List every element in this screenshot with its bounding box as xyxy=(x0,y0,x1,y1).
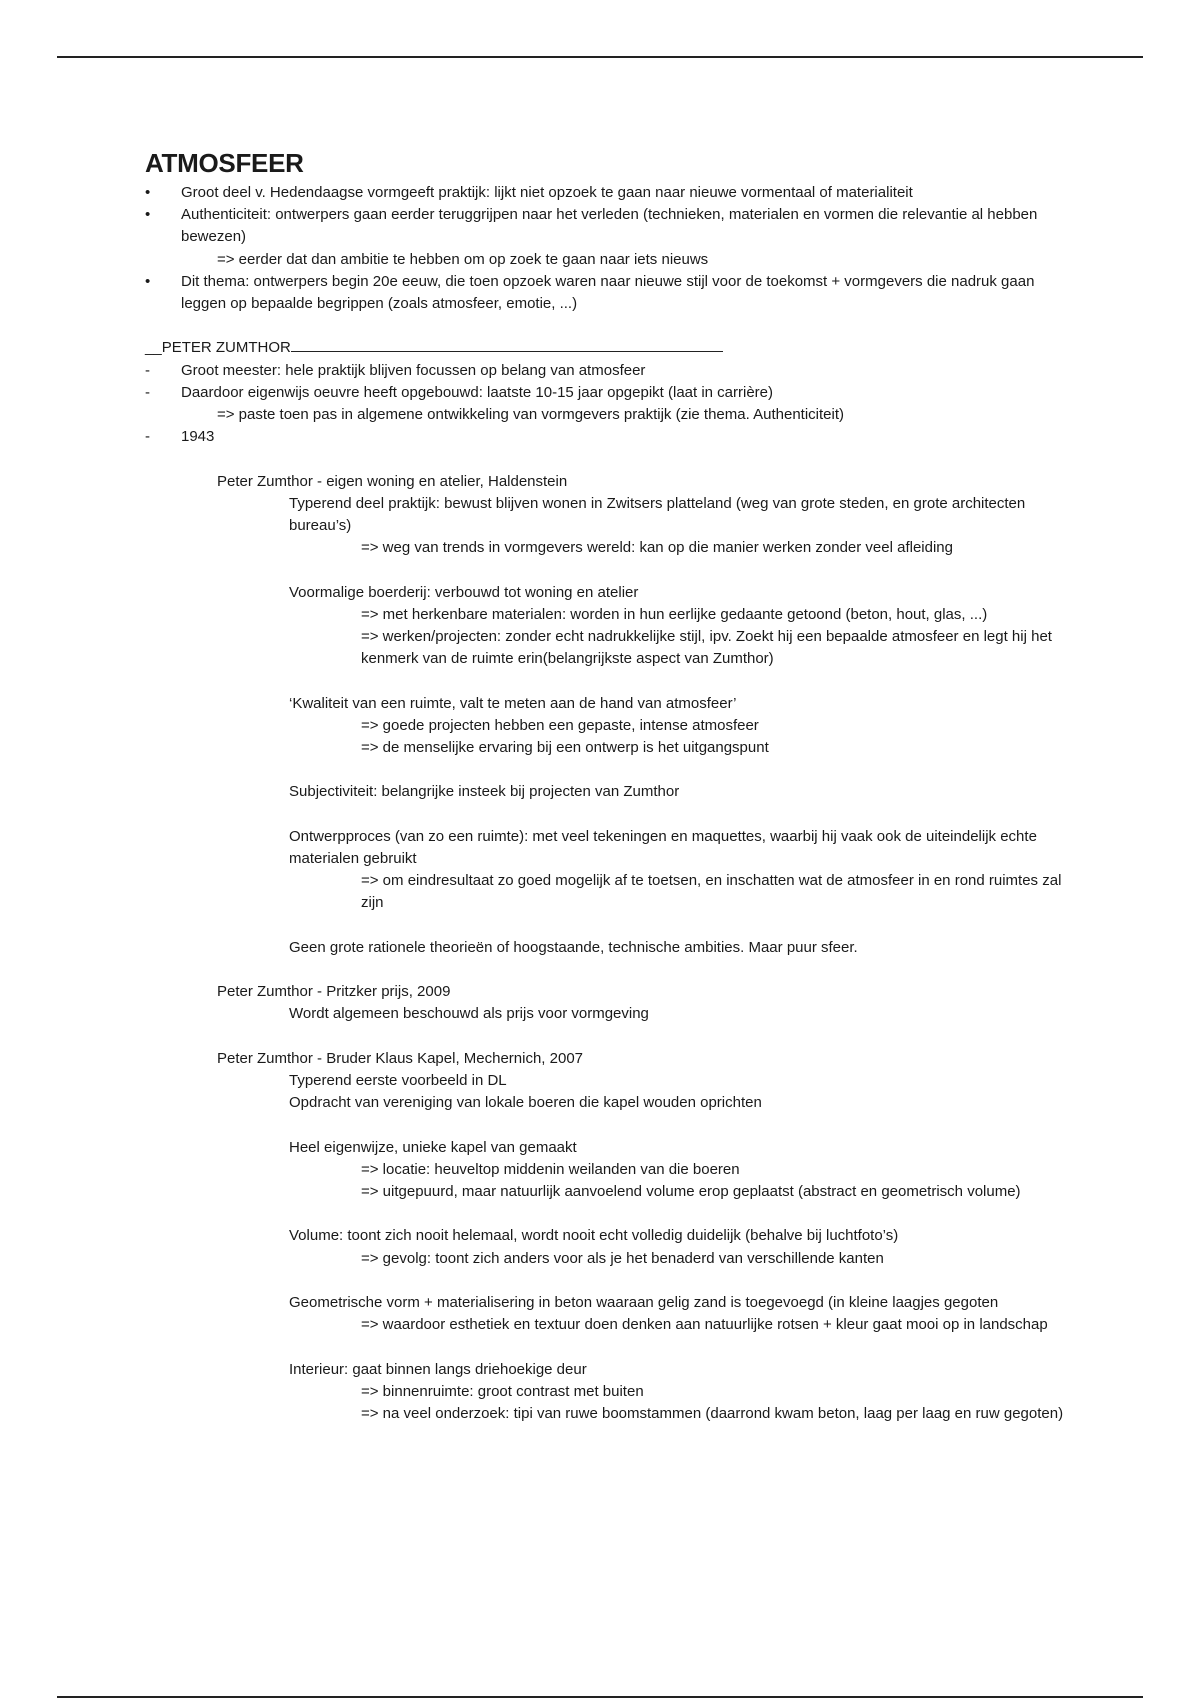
document-body xyxy=(145,148,1065,1425)
bullet: • xyxy=(145,272,151,290)
paragraph: Typerend eerste voorbeeld in DL xyxy=(289,1071,507,1089)
sub-point: => eerder dat dan ambitie te hebben om op zoek te gaan naar iets nieuws xyxy=(217,250,709,268)
paragraph: Opdracht van vereniging van lokale boeren die kapel wouden oprichten xyxy=(289,1094,762,1112)
paragraph: Subjectiviteit: belangrijke insteek bij projecten van Zumthor xyxy=(289,783,680,801)
sub-point: => binnenruimte: groot contrast met buiten xyxy=(361,1382,644,1400)
sub-point: => uitgepuurd, maar natuurlijk aanvoelend volume erop geplaatst (abstract en geometrisch volume) xyxy=(361,1182,1021,1200)
list-item: • Dit thema: ontwerpers begin 20e eeuw, die toen opzoek waren naar nieuwe stijl voor de toekomst + vormgevers die nadruk gaan leggen op bepaalde begrippen (zoals atmosfeer, emotie, ...) xyxy=(145,272,1035,313)
dash: - xyxy=(145,361,150,379)
paragraph: Voormalige boerderij: verbouwd tot woning en atelier xyxy=(289,583,639,601)
quote: ‘Kwaliteit van een ruimte, valt te meten aan de hand van atmosfeer’ xyxy=(289,694,737,712)
work-heading-bruder-klaus: Peter Zumthor - Bruder Klaus Kapel, Mechernich, 2007 xyxy=(217,1049,584,1067)
sub-point: => goede projecten hebben een gepaste, intense atmosfeer xyxy=(361,716,759,734)
section-heading: __PETER ZUMTHOR xyxy=(145,337,1065,359)
sub-point: => waardoor esthetiek en textuur doen denken aan natuurlijke rotsen + kleur gaat mooi op in landschap xyxy=(361,1316,1048,1334)
dash: - xyxy=(145,383,150,401)
sub-point: => om eindresultaat zo goed mogelijk af te toetsen, en inschatten wat de atmosfeer in en rond ruimtes zal zijn xyxy=(361,872,1062,912)
paragraph: Heel eigenwijze, unieke kapel van gemaakt xyxy=(289,1138,577,1156)
sub-point: => met herkenbare materialen: worden in hun eerlijke gedaante getoond (beton, hout, glas, ...) xyxy=(361,605,988,623)
paragraph: Geometrische vorm + materialisering in beton waaraan gelig zand is toegevoegd (in kleine laagjes gegoten xyxy=(289,1293,999,1311)
bullet: • xyxy=(145,206,151,224)
list-item: • Authenticiteit: ontwerpers gaan eerder teruggrijpen naar het verleden (technieken, materialen en vormen die relevantie al hebben bewezen) xyxy=(145,206,1038,246)
sub-point: => werken/projecten: zonder echt nadrukkelijke stijl, ipv. Zoekt hij een bepaalde atmosfeer en legt hij het kenmerk van de ruimte erin(belangrijkste aspect van Zumthor) xyxy=(361,628,1052,668)
sub-point: => weg van trends in vormgevers wereld: kan op die manier werken zonder veel afleiding xyxy=(361,539,953,557)
work-heading-haldenstein: Peter Zumthor - eigen woning en atelier, Haldenstein xyxy=(217,472,568,490)
list-item: - Daardoor eigenwijs oeuvre heeft opgebouwd: laatste 10-15 jaar opgepikt (laat in carrière) xyxy=(145,382,1065,404)
paragraph: Ontwerpproces (van zo een ruimte): met veel tekeningen en maquettes, waarbij hij vaak ook de uiteindelijk echte materialen gebruikt xyxy=(289,827,1037,867)
list-item: - Groot meester: hele praktijk blijven focussen op belang van atmosfeer xyxy=(145,360,1065,382)
page-bottom-rule xyxy=(57,1696,1143,1698)
list-item: - 1943 xyxy=(145,426,1065,448)
paragraph: Geen grote rationele theorieën of hoogstaande, technische ambities. Maar puur sfeer. xyxy=(289,938,858,956)
paragraph: Wordt algemeen beschouwd als prijs voor vormgeving xyxy=(289,1005,649,1023)
bullet: • xyxy=(145,184,151,201)
sub-point: => paste toen pas in algemene ontwikkeling van vormgevers praktijk (zie thema. Authenticiteit) xyxy=(217,406,844,424)
heading-underline xyxy=(291,337,723,352)
paragraph: Volume: toont zich nooit helemaal, wordt nooit echt volledig duidelijk (behalve bij luchtfoto’s) xyxy=(289,1227,899,1245)
sub-point: => locatie: heuveltop middenin weilanden van die boeren xyxy=(361,1160,740,1178)
paragraph: Interieur: gaat binnen langs driehoekige deur xyxy=(289,1360,587,1378)
sub-point: => de menselijke ervaring bij een ontwerp is het uitgangspunt xyxy=(361,739,769,757)
paragraph: Typerend deel praktijk: bewust blijven wonen in Zwitsers platteland (weg van grote steden, en grote architecten bureau’s) xyxy=(289,494,1026,535)
sub-point: => na veel onderzoek: tipi van ruwe boomstammen (daarrond kwam beton, laag per laag en ruw gegoten) xyxy=(361,1404,1064,1422)
list-item: • Groot deel v. Hedendaagse vormgeeft praktijk: lijkt niet opzoek te gaan naar nieuwe vormentaal of materialiteit xyxy=(145,182,1065,204)
sub-point: => gevolg: toont zich anders voor als je het benaderd van verschillende kanten xyxy=(361,1249,884,1267)
page-top-rule xyxy=(57,56,1143,58)
dash: - xyxy=(145,428,150,446)
work-heading-pritzker: Peter Zumthor - Pritzker prijs, 2009 xyxy=(217,983,451,1001)
page-title: ATMOSFEER xyxy=(145,148,304,178)
